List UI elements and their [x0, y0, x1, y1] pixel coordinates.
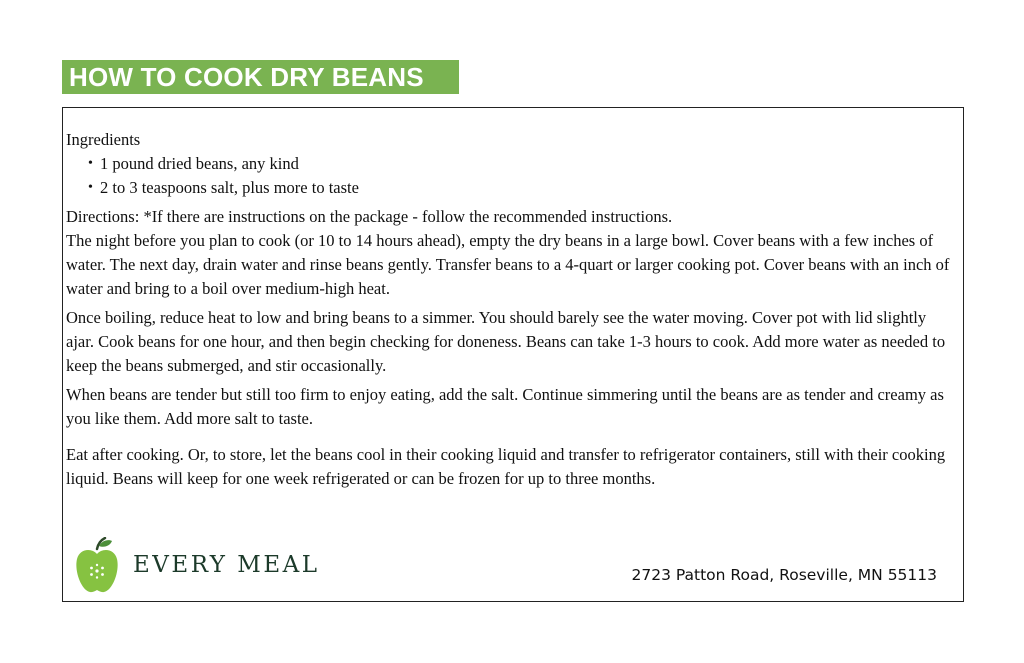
directions-intro: Directions: *If there are instructions on the package - follow the recommended instructions. [66, 207, 673, 226]
list-item: • 2 to 3 teaspoons salt, plus more to taste [66, 176, 956, 200]
bullet-icon: • [88, 156, 93, 171]
directions-paragraph: The night before you plan to cook (or 10 to 14 hours ahead), empty the dry beans in a large bowl. Cover beans with a few inches of water. The next day, drain water and rinse beans gently. Transfer beans to a 4-quart or larger cooking pot. Cover beans with an inch of water and bring to a boil over medium-high heat. [66, 231, 950, 298]
recipe-card [62, 107, 964, 602]
brand-name: EVERY MEAL [133, 552, 320, 578]
bullet-icon: • [88, 180, 93, 195]
ingredients-list [66, 152, 956, 200]
brand-logo [75, 536, 320, 594]
address: 2723 Patton Road, Roseville, MN 55113 [631, 566, 937, 584]
ingredients-heading: Ingredients [66, 130, 141, 149]
list-item: • 1 pound dried beans, any kind [66, 152, 956, 176]
directions-paragraph: Eat after cooking. Or, to store, let the beans cool in their cooking liquid and transfer to refrigerator containers, still with their cooking liquid. Beans will keep for one week refrigerated or can be frozen for up to three months. [66, 445, 946, 488]
directions-paragraph: Once boiling, reduce heat to low and bring beans to a simmer. You should barely see the water moving. Cover pot with lid slightly ajar. Cook beans for one hour, and then begin checking for doneness. Beans can take 1-3 hours to cook. Add more water as needed to keep the beans submerged, and stir occasionally. [66, 308, 946, 375]
apple-icon [75, 537, 119, 593]
directions-paragraph: When beans are tender but still too firm to enjoy eating, add the salt. Continue simmering until the beans are as tender and creamy as you like them. Add more salt to taste. [66, 385, 944, 428]
recipe-body [66, 128, 956, 491]
page-title: HOW TO COOK DRY BEANS [62, 60, 459, 94]
